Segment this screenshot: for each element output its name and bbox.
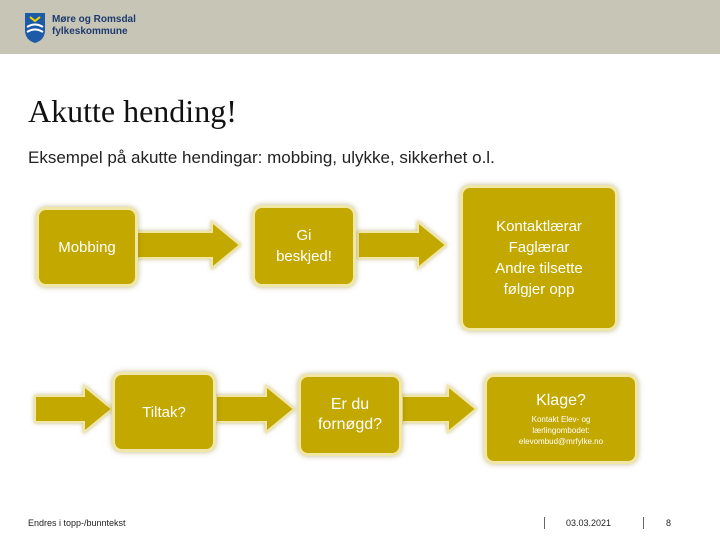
klage-label: Klage? bbox=[536, 392, 586, 409]
arrow-start-to-tiltak bbox=[35, 386, 112, 432]
fornogd-line-1: Er du bbox=[330, 396, 370, 413]
gi-beskjed-box bbox=[252, 205, 356, 287]
logo-line-1: Møre og Romsdal bbox=[52, 14, 136, 25]
contacts-box bbox=[460, 185, 618, 331]
footer-separator-1 bbox=[544, 517, 545, 529]
arrow-tiltak-to-fornogd bbox=[216, 386, 294, 432]
contact-line-2: Faglærar bbox=[508, 239, 570, 256]
footer-page-number: 8 bbox=[666, 518, 672, 528]
fornogd-box bbox=[298, 374, 402, 456]
logo-line-2: fylkeskommune bbox=[52, 26, 128, 37]
mobbing-box bbox=[36, 207, 138, 287]
tiltak-box bbox=[112, 372, 216, 452]
klage-info-line-2: lærlingombodet: bbox=[532, 426, 590, 435]
contact-line-3: Andre tilsette bbox=[495, 260, 583, 277]
fornogd-line-2: fornøgd? bbox=[317, 416, 383, 433]
arrow-mobbing-to-gi-beskjed bbox=[124, 222, 240, 268]
footer-left-text: Endres i topp-/bunntekst bbox=[28, 518, 126, 528]
footer-separator-2 bbox=[643, 517, 644, 529]
footer-date: 03.03.2021 bbox=[566, 518, 612, 528]
klage-info-line-3: elevombud@mrfylke.no bbox=[518, 437, 604, 446]
gi-beskjed-line-1: Gi bbox=[296, 227, 312, 244]
klage-info-line-1: Kontakt Elev- og bbox=[531, 415, 591, 424]
contact-line-1: Kontaktlærar bbox=[496, 218, 582, 235]
slide-title: Akutte hending! bbox=[28, 93, 237, 129]
arrow-fornogd-to-klage bbox=[402, 386, 476, 432]
tiltak-label: Tiltak? bbox=[142, 403, 186, 421]
slide-subtitle: Eksempel på akutte hendingar: mobbing, ulykke, sikkerhet o.l. bbox=[28, 148, 495, 167]
klage-info bbox=[519, 414, 603, 447]
arrow-gi-beskjed-to-contacts bbox=[358, 222, 446, 268]
mobbing-label: Mobbing bbox=[58, 238, 116, 256]
klage-box bbox=[484, 374, 638, 464]
gi-beskjed-line-2: beskjed! bbox=[276, 248, 332, 265]
contact-line-4: følgjer opp bbox=[503, 281, 575, 298]
